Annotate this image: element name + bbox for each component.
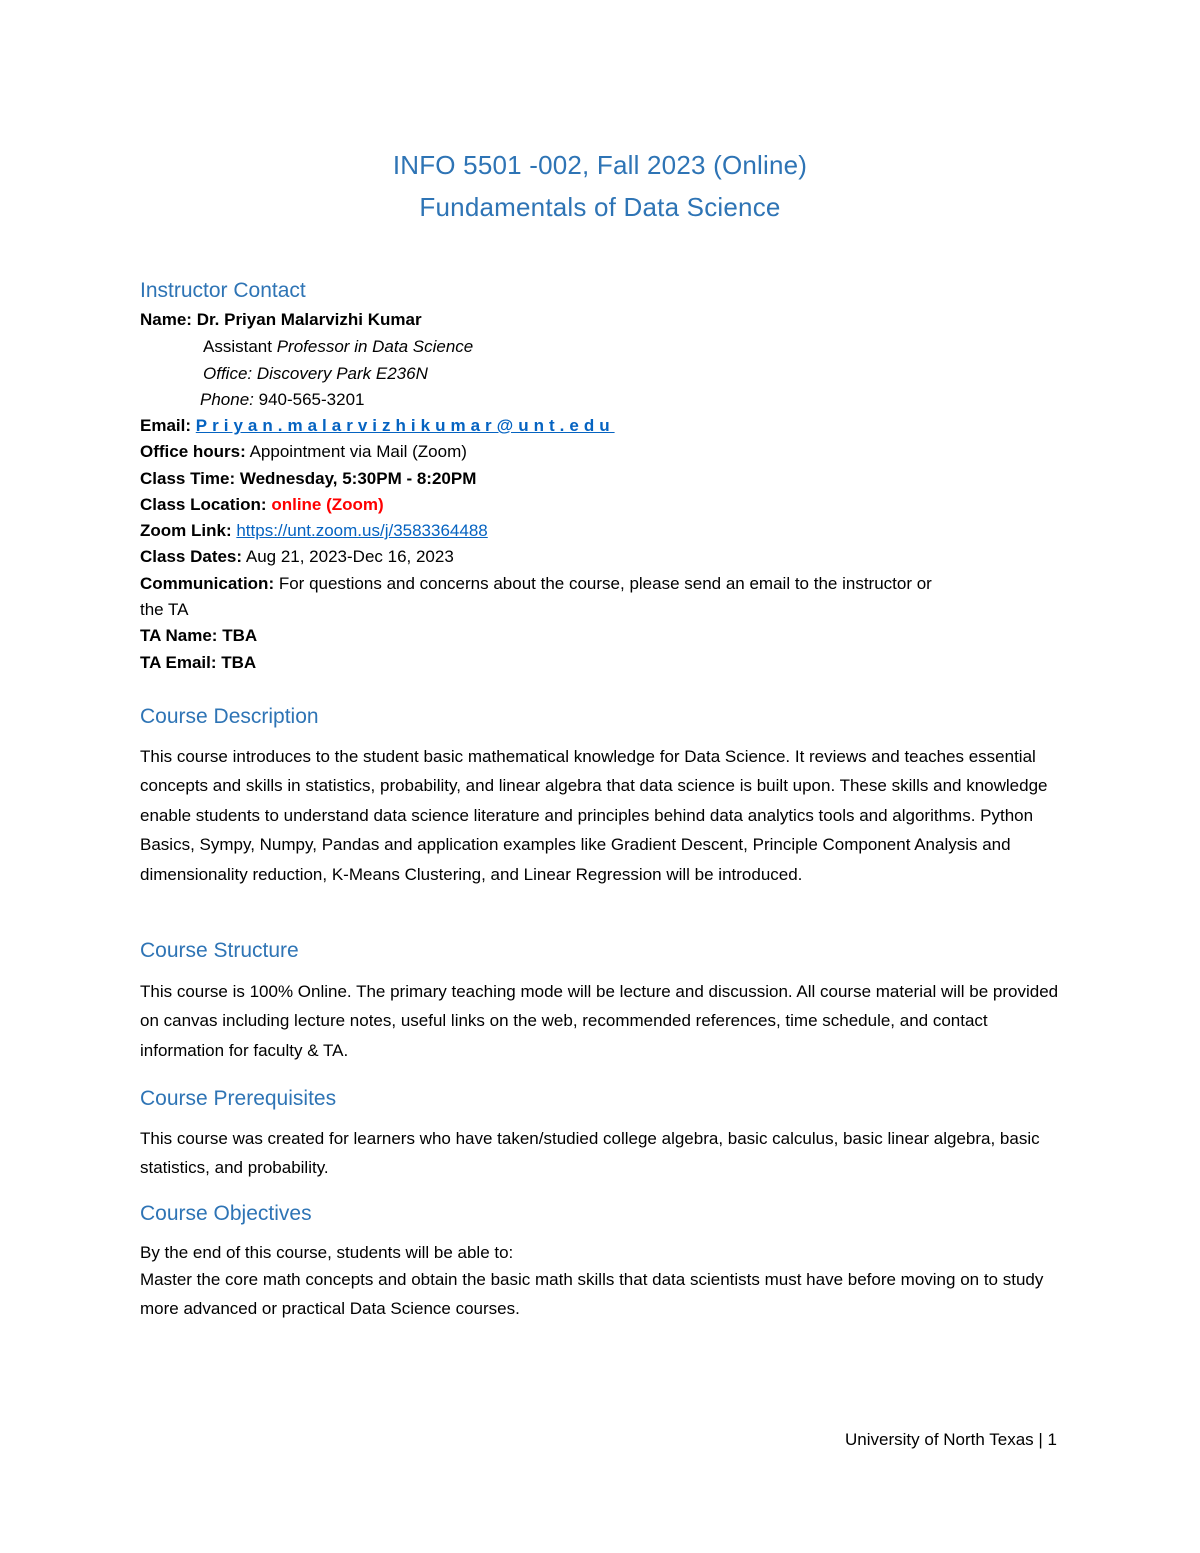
communication-value-line1: For questions and concerns about the course, please send an email to the instructor or [278, 574, 932, 593]
ta-email-row [140, 650, 256, 676]
position-plain: Assistant [203, 337, 272, 356]
ta-email-label: TA Email: [140, 653, 217, 672]
course-prerequisites-text [140, 1124, 1060, 1183]
course-structure-text [140, 977, 1060, 1065]
office-hours-label: Office hours: [140, 442, 246, 461]
class-location-value: online (Zoom) [271, 495, 384, 514]
class-location-row [140, 492, 384, 518]
office-hours-row [140, 439, 467, 465]
course-name-title: Fundamentals of Data Science [419, 192, 781, 222]
class-dates-row [140, 544, 454, 570]
ta-name-label: TA Name: [140, 626, 218, 645]
name-label: Name: [140, 310, 192, 329]
ta-email-value: TBA [221, 653, 257, 672]
office-hours-value: Appointment via Mail (Zoom) [249, 442, 467, 461]
class-time-value: Wednesday, 5:30PM - 8:20PM [239, 469, 477, 488]
course-prerequisites-heading: Course Prerequisites [140, 1087, 337, 1110]
email-link[interactable]: Priyan.malarvizhikumar@unt.edu [195, 416, 615, 435]
communication-label: Communication: [140, 574, 275, 593]
ta-name-value: TBA [222, 626, 258, 645]
instructor-position-row [203, 334, 473, 360]
course-structure-paragraph: This course is 100% Online. The primary teaching mode will be lecture and discussion. All course material will be provided on canvas including lecture notes, useful links on the web, recommended references, time schedule, and contact information for faculty & TA. [140, 982, 1059, 1060]
course-objectives-paragraph: Master the core math concepts and obtain the basic math skills that data scientists must have before moving on to study more advanced or practical Data Science courses. [140, 1270, 1044, 1319]
course-objectives-heading: Course Objectives [140, 1202, 312, 1225]
name-value: Dr. Priyan Malarvizhi Kumar [196, 310, 422, 329]
class-location-label: Class Location: [140, 495, 267, 514]
course-objectives-intro: By the end of this course, students will be able to: [140, 1243, 514, 1262]
phone-value: 940-565-3201 [258, 390, 365, 409]
class-dates-value: Aug 21, 2023-Dec 16, 2023 [245, 547, 454, 566]
instructor-contact-heading: Instructor Contact [140, 279, 306, 302]
email-label: Email: [140, 416, 192, 435]
communication-value-line2: the TA [140, 600, 189, 619]
ta-name-row [140, 623, 257, 649]
email-row [140, 413, 615, 439]
communication-row [140, 571, 932, 597]
zoom-link-row [140, 518, 488, 544]
class-time-label: Class Time: [140, 469, 236, 488]
zoom-link-label: Zoom Link: [140, 521, 232, 540]
page-footer: University of North Texas | 1 [845, 1430, 1057, 1449]
course-description-paragraph: This course introduces to the student basic mathematical knowledge for Data Science. It reviews and teaches essential concepts and skills in statistics, probability, and linear algebra that data science is built upon. These skills and knowledge enable students to understand data science literature and principles behind data analytics tools and algorithms. Python Basics, Sympy, Numpy, Pandas and application examples like Gradient Descent, Principle Component Analysis and dimensionality reduction, K-Means Clustering, and Linear Regression will be introduced. [140, 747, 1048, 884]
course-prerequisites-paragraph: This course was created for learners who have taken/studied college algebra, basic calculus, basic linear algebra, basic statistics, and probability. [140, 1129, 1040, 1178]
position-italic: Professor in Data Science [276, 337, 474, 356]
class-time-row [140, 466, 476, 492]
course-objectives-text [140, 1265, 1060, 1324]
class-dates-label: Class Dates: [140, 547, 243, 566]
instructor-name-row [140, 307, 422, 333]
course-description-text [140, 742, 1060, 889]
course-structure-heading: Course Structure [140, 939, 299, 962]
zoom-link[interactable]: https://unt.zoom.us/j/3583364488 [236, 521, 488, 540]
phone-label: Phone: [200, 390, 254, 409]
course-description-heading: Course Description [140, 705, 319, 728]
instructor-phone-row [200, 387, 365, 413]
course-code-title: INFO 5501 -002, Fall 2023 (Online) [392, 150, 808, 180]
instructor-office: Office: Discovery Park E236N [203, 364, 428, 383]
